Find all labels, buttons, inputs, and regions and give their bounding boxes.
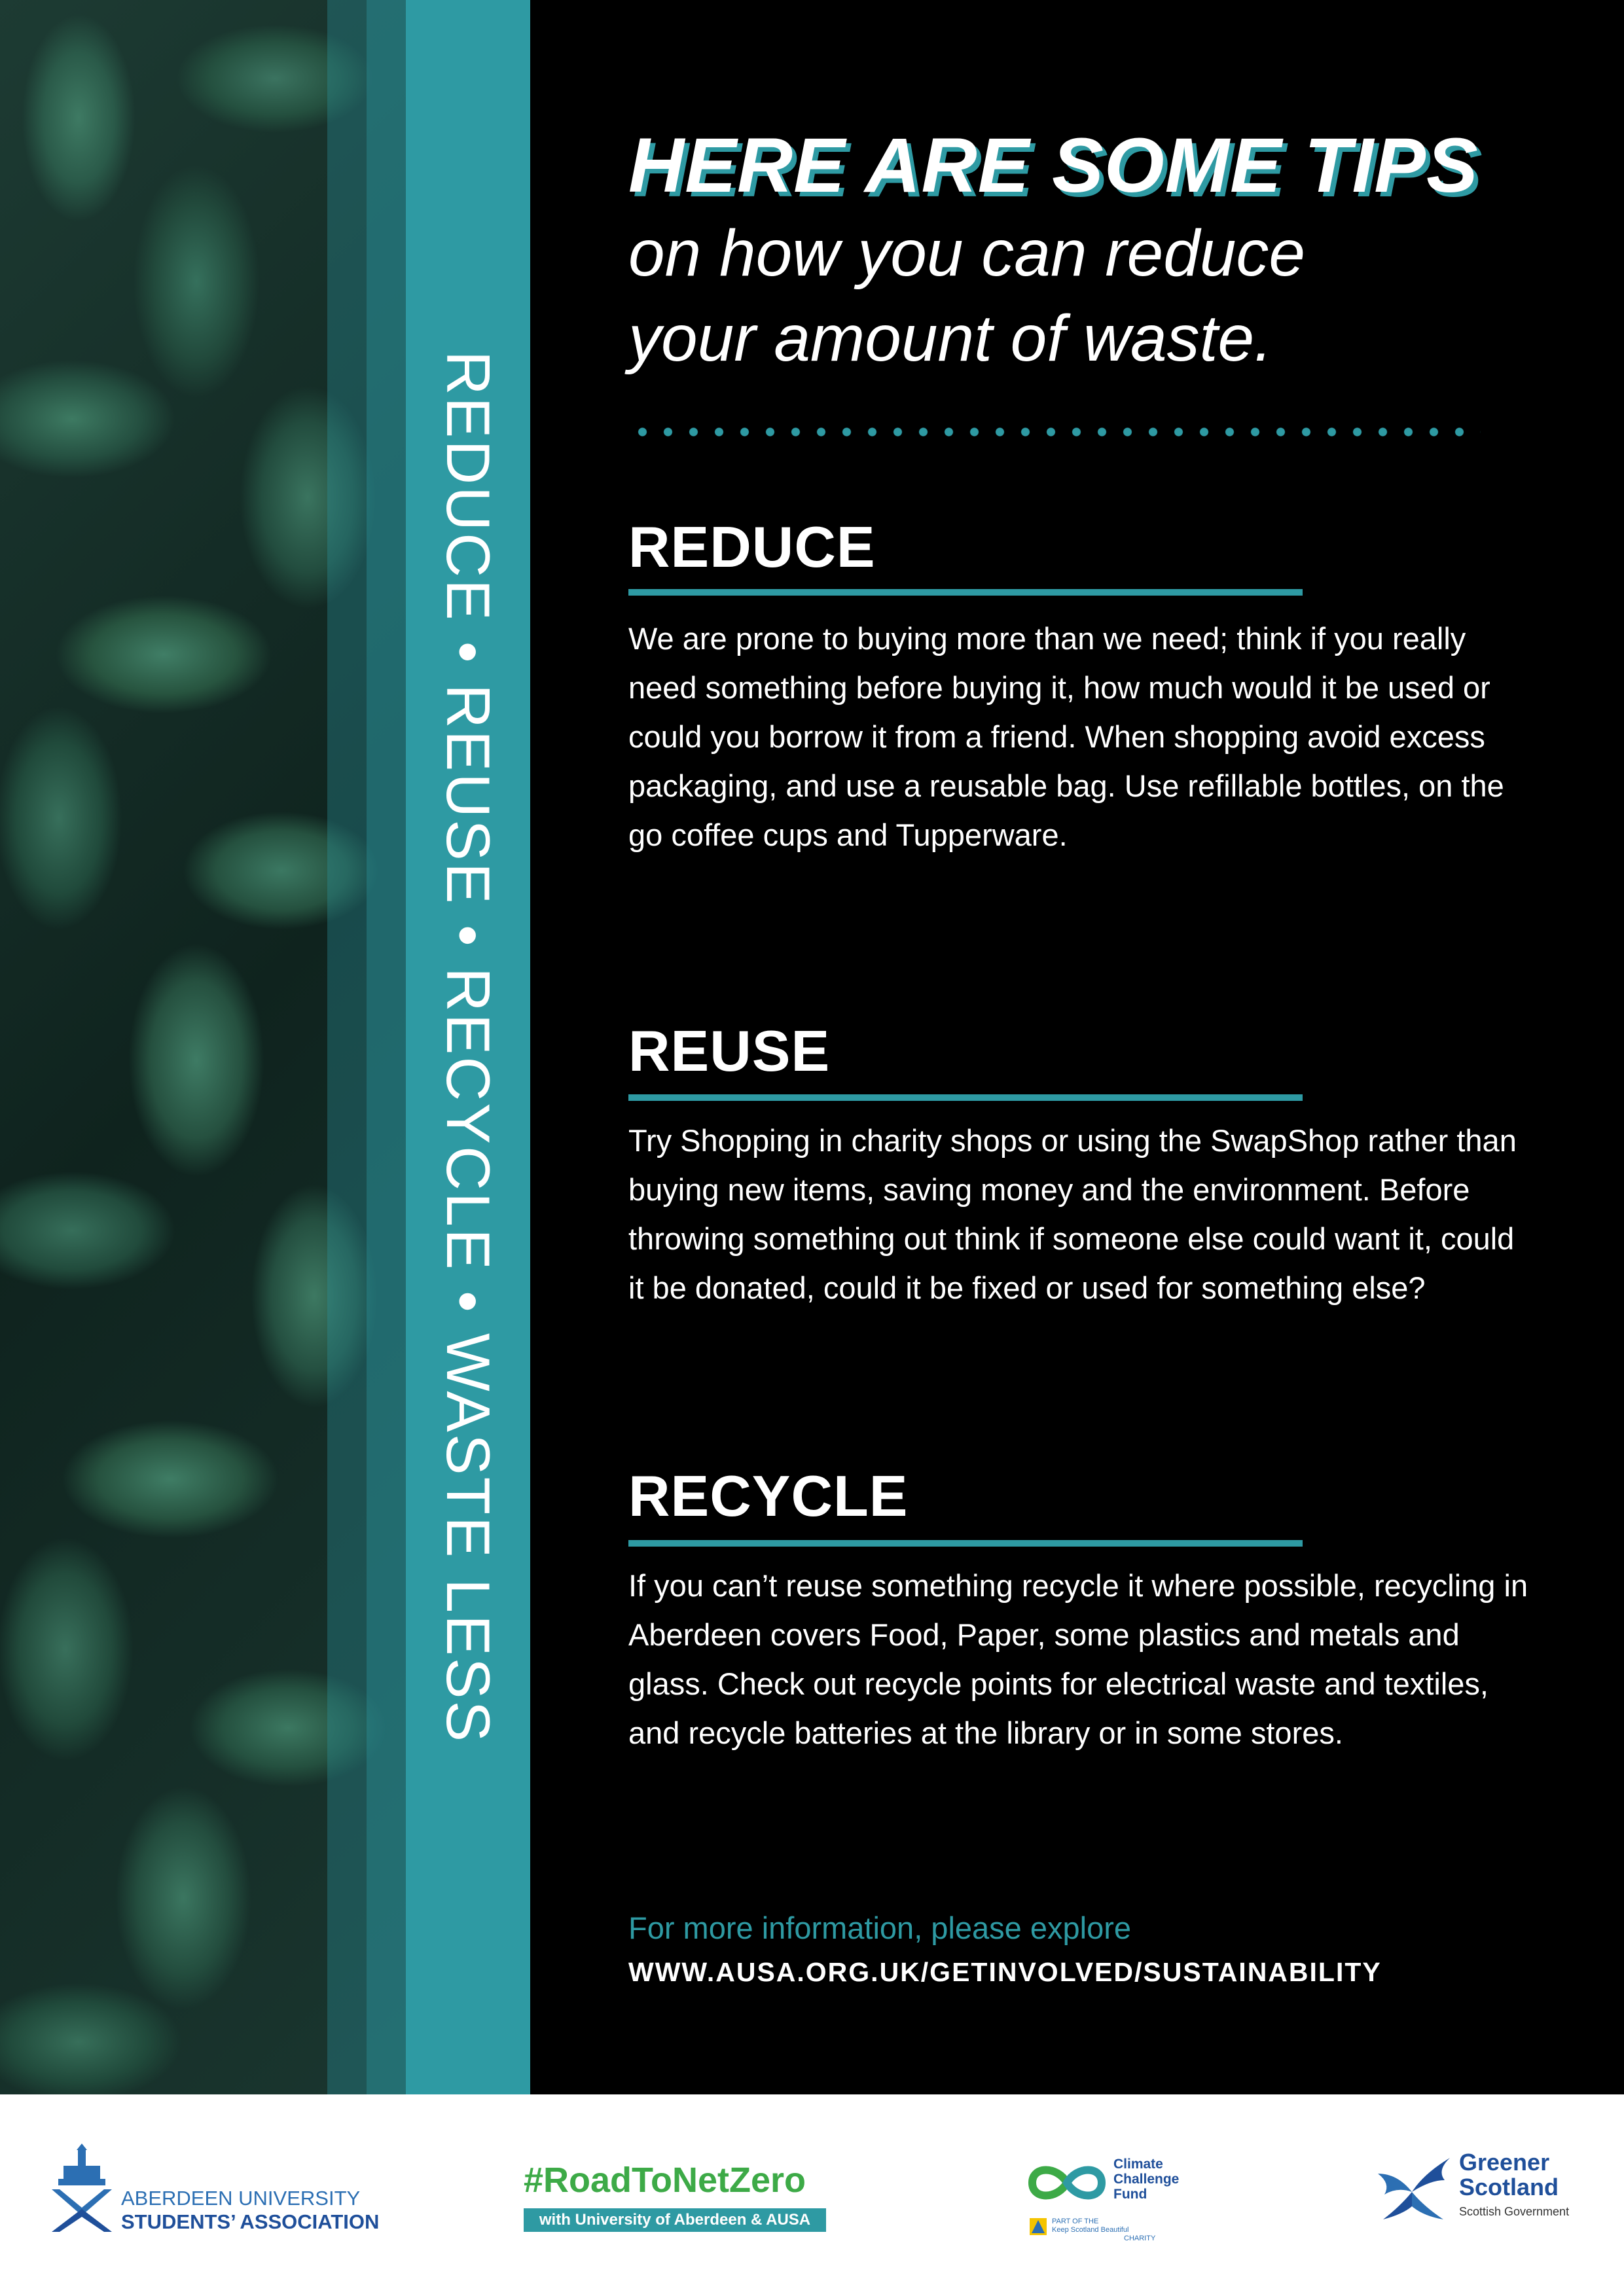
scottish-government-text: Scottish Government xyxy=(1459,2205,1570,2218)
section-body-recycle: If you can’t reuse something recycle it where possible, recycling in Aberdeen covers Food, Paper, some plastics and metals and glass. Check out recycle points for electrical waste and textiles, and recycle batteries at the library or in some stores. xyxy=(628,1568,1528,1750)
greener-scotland-title: Greener Scotland xyxy=(1459,2149,1559,2200)
section-body-reduce: We are prone to buying more than we need; think if you really need something before buying it, how much would it be used or could you borrow it from a friend. When shopping avoid excess packaging, and use a reusable bag. Use refillable bottles, on the go coffee cups and Tupperware. xyxy=(628,621,1504,852)
ausa-crest-icon xyxy=(49,2144,115,2235)
ausa-logo-line-1: ABERDEEN UNIVERSITY xyxy=(121,2187,361,2210)
climate-challenge-fund-logo xyxy=(1024,2157,1221,2242)
section-rule-recycle xyxy=(628,1540,1303,1547)
teal-strip-light xyxy=(327,0,367,2094)
infinity-loop-icon xyxy=(1024,2157,1110,2209)
teal-strip-medium xyxy=(367,0,406,2094)
greener-scotland-logo xyxy=(1371,2150,1581,2242)
ausa-logo xyxy=(49,2144,380,2235)
website-url[interactable]: WWW.AUSA.ORG.UK/GETINVOLVED/SUSTAINABILITY xyxy=(628,1957,1382,1987)
road-to-net-zero-title: #RoadToNetZero xyxy=(524,2161,806,2200)
dotted-divider xyxy=(630,425,1481,439)
headline-title: HERE ARE SOME TIPS xyxy=(628,122,1479,209)
more-info-text: For more information, please explore xyxy=(628,1910,1132,1945)
headline-subtitle-line-1: on how you can reduce xyxy=(628,217,1306,290)
section-title-reuse: REUSE xyxy=(628,1018,831,1083)
section-title-reduce: REDUCE xyxy=(628,514,876,579)
road-to-net-zero-subtitle: with University of Aberdeen & AUSA xyxy=(524,2208,826,2232)
section-title-recycle: RECYCLE xyxy=(628,1463,909,1528)
keep-scotland-beautiful-icon xyxy=(1028,2217,1048,2236)
section-body-reuse: Try Shopping in charity shops or using the SwapShop rather than buying new items, saving money and the environment. Before throwing something out think if someone else could want it, could it be donated, could it be fixed or used for something else? xyxy=(628,1123,1517,1305)
road-to-net-zero-logo xyxy=(524,2160,831,2232)
climate-challenge-fund-part-of: PART OF THE Keep Scotland Beautiful CHARITY xyxy=(1052,2217,1156,2242)
headline-subtitle-line-2: your amount of waste. xyxy=(628,302,1272,375)
section-rule-reuse xyxy=(628,1094,1303,1101)
saltire-bird-icon xyxy=(1371,2154,1453,2226)
ausa-logo-line-2: STUDENTS’ ASSOCIATION xyxy=(121,2210,380,2233)
climate-challenge-fund-name: Climate Challenge Fund xyxy=(1113,2157,1180,2202)
section-rule-reduce xyxy=(628,589,1303,596)
side-banner-text: REDUCE • REUSE • RECYCLE • WASTE LESS xyxy=(434,350,503,1744)
